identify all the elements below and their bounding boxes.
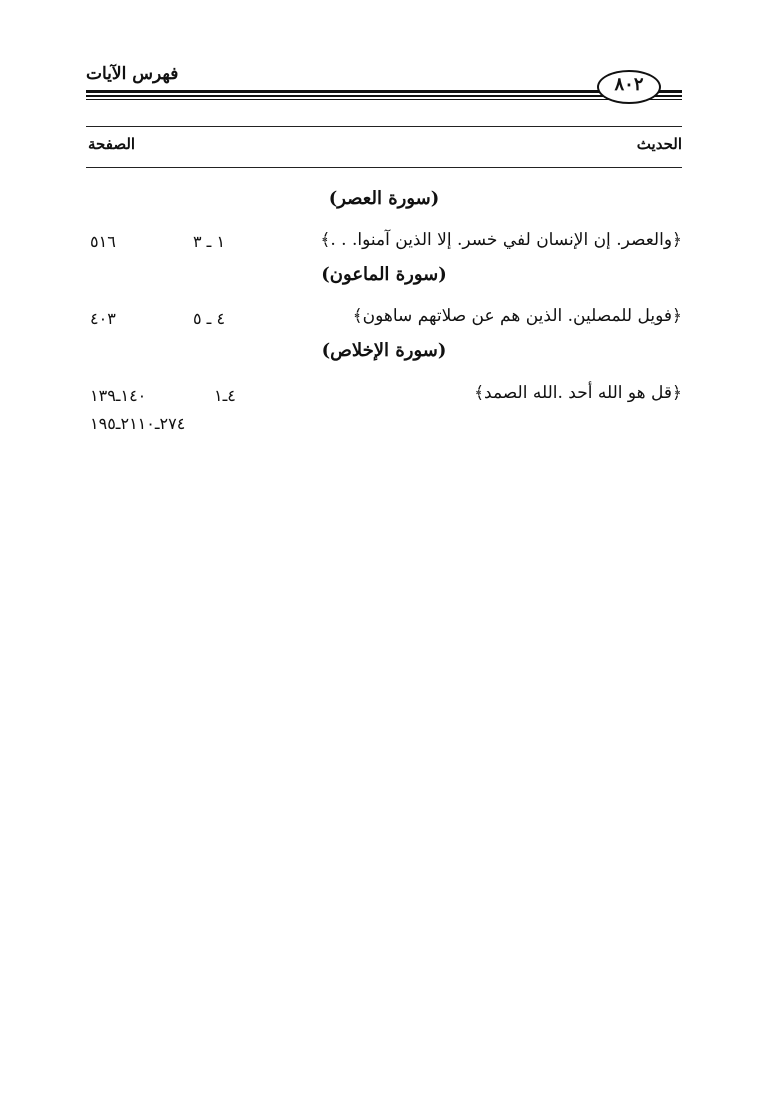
column-header-hadith: الحديث <box>636 135 682 153</box>
page-number-badge <box>597 70 661 104</box>
page-reference: ٢٧٤ـ٢١١٠ـ١٩٥ <box>90 414 186 433</box>
header-rule <box>86 90 682 93</box>
page-number: ٨٠٢ <box>614 74 644 95</box>
header-rule <box>86 95 682 97</box>
page-reference: ٥١٦ <box>90 232 116 251</box>
verse-text: ﴿قل هو الله أحد .الله الصمد﴾ <box>474 383 682 403</box>
verse-text: ﴿فويل للمصلين. الذين هم عن صلاتهم ساهون﴾ <box>352 306 682 326</box>
ayah-range: ٤ـ١ <box>214 386 236 405</box>
page-reference: ١٤٠ـ١٣٩ <box>90 386 147 405</box>
table-header-top-rule <box>86 126 682 127</box>
surah-heading: (سورة الإخلاص) <box>321 340 447 361</box>
surah-heading: (سورة العصر) <box>328 188 440 209</box>
ayah-range: ١ ـ ٣ <box>193 232 226 251</box>
table-header-bottom-rule <box>86 167 682 168</box>
column-header-page: الصفحة <box>88 135 136 153</box>
header-rule <box>86 99 682 100</box>
ayah-range: ٤ ـ ٥ <box>193 309 226 328</box>
surah-heading: (سورة الماعون) <box>321 264 447 285</box>
page-reference: ٤٠٣ <box>90 309 116 328</box>
running-header-title: فهرس الآيات <box>86 64 179 84</box>
verse-text: ﴿والعصر. إن الإنسان لفي خسر. إلا الذين آمنوا. . .﴾ <box>320 230 682 250</box>
